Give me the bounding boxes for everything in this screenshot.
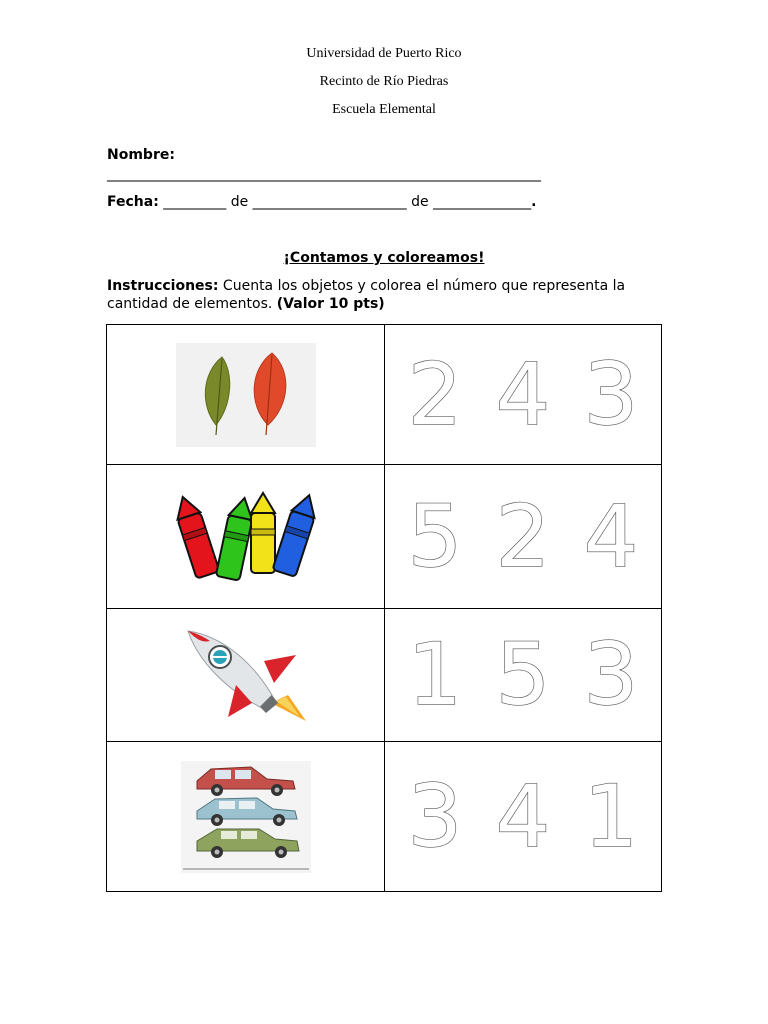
table-row — [107, 609, 662, 742]
value-text: (Valor 10 pts) — [276, 296, 385, 312]
counting-table — [106, 324, 662, 892]
table-row — [107, 465, 662, 609]
instructions-text: Cuenta los objetos y colorea el número que representa la cantidad de elementos. — [107, 278, 626, 312]
instructions — [107, 277, 647, 313]
picture-cell — [107, 609, 385, 742]
number-option[interactable]: 4 — [495, 344, 551, 445]
three-cars-image — [181, 761, 311, 873]
number-option[interactable]: 3 — [583, 344, 639, 445]
table-row — [107, 325, 662, 465]
name-label: Nombre: — [107, 147, 175, 163]
activity-title: ¡Contamos y coloreamos! — [283, 250, 485, 266]
number-option[interactable]: 3 — [583, 625, 639, 725]
instructions-label: Instrucciones: — [107, 278, 219, 294]
date-period: . — [531, 194, 537, 210]
number-option[interactable]: 1 — [407, 625, 463, 725]
school-name: Escuela Elemental — [332, 102, 436, 117]
number-option[interactable]: 4 — [583, 486, 639, 587]
day-blank: _________ — [158, 194, 231, 210]
campus-name: Recinto de Río Piedras — [319, 74, 449, 89]
picture-cell — [107, 325, 385, 465]
number-option[interactable]: 5 — [495, 625, 551, 725]
year-blank: ______________ — [428, 194, 532, 210]
picture-cell — [107, 742, 385, 892]
de-word-1: de — [230, 194, 249, 210]
date-line — [107, 194, 536, 210]
date-label: Fecha: — [107, 194, 159, 210]
table-row — [107, 742, 662, 892]
picture-cell — [107, 465, 385, 609]
university-name: Universidad de Puerto Rico — [306, 46, 462, 61]
numbers-cell — [385, 609, 662, 742]
numbers-cell — [385, 465, 662, 609]
number-option[interactable]: 1 — [583, 766, 639, 867]
four-crayons-image — [171, 491, 321, 583]
two-leaves-image — [176, 343, 316, 447]
number-option[interactable]: 4 — [495, 766, 551, 867]
month-blank: ______________________ — [248, 194, 412, 210]
numbers-cell — [385, 742, 662, 892]
number-option[interactable]: 5 — [407, 486, 463, 587]
number-option[interactable]: 2 — [495, 486, 551, 587]
one-rocket-image — [176, 625, 316, 725]
number-option[interactable]: 3 — [407, 766, 463, 867]
de-word-2: de — [411, 194, 429, 210]
numbers-cell — [385, 325, 662, 465]
name-line: ______________________________________________________________ — [107, 166, 541, 182]
number-option[interactable]: 2 — [407, 344, 463, 445]
